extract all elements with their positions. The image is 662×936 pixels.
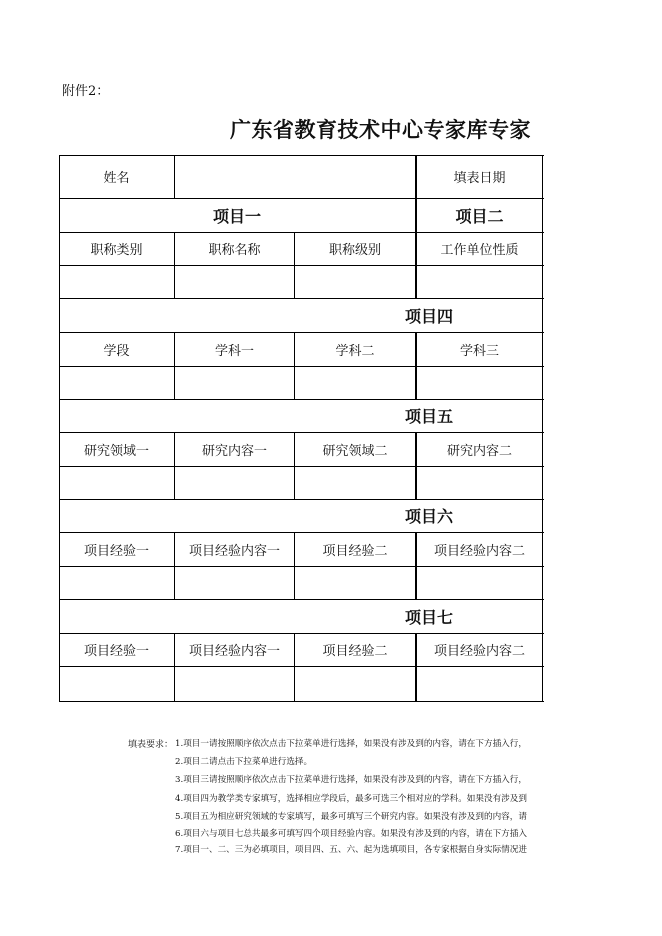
section-2-header: 项目二 <box>455 206 504 226</box>
note-7: 7.项目一、二、三为必填项目，项目四、五、六、起为选填项目，各专家根据自身实际情况进 <box>175 845 527 855</box>
exp7-content-2-label: 项目经验内容二 <box>433 644 525 659</box>
title-level-label: 职称级别 <box>328 243 381 258</box>
note-2: 2.项目二请点击下拉菜单进行选择。 <box>175 757 313 767</box>
name-label: 姓名 <box>103 171 130 186</box>
title-name-label: 职称名称 <box>208 243 261 258</box>
section-6-header: 项目六 <box>404 507 453 526</box>
research-content-2-label: 研究内容二 <box>446 443 512 459</box>
subject-1-label: 学科一 <box>214 343 254 359</box>
exp6-2-label: 项目经验二 <box>322 543 388 559</box>
research-content-1-label: 研究内容一 <box>201 443 267 459</box>
page-title: 广东省教育技术中心专家库专家 <box>230 118 531 142</box>
note-4: 4.项目四为教学类专家填写，选择相应学段后，最多可选三个相对应的学科。如果没有涉及到 <box>175 794 527 804</box>
section-1-header: 项目一 <box>212 206 261 226</box>
note-1: 1.项目一请按照顺序依次点击下拉菜单进行选择，如果没有涉及到的内容，请在下方插入行， <box>175 739 527 749</box>
research-field-2-label: 研究领域二 <box>322 443 388 459</box>
school-stage-label: 学段 <box>103 343 130 359</box>
exp6-content-1-label: 项目经验内容一 <box>188 543 280 559</box>
notes-label: 填表要求： <box>128 740 174 750</box>
research-field-1-label: 研究领域一 <box>83 443 149 459</box>
section-5-header: 项目五 <box>404 407 453 426</box>
subject-3-label: 学科三 <box>459 343 499 359</box>
title-category-label: 职称类别 <box>90 243 143 258</box>
note-5: 5.项目五为相应研究领域的专家填写，最多可填写三个研究内容。如果没有涉及到的内容，请 <box>175 812 527 822</box>
date-label: 填表日期 <box>453 171 506 186</box>
exp7-2-label: 项目经验二 <box>322 644 388 659</box>
note-3: 3.项目三请按照顺序依次点击下拉菜单进行选择，如果没有涉及到的内容，请在下方插入行， <box>175 775 527 785</box>
work-unit-type-label: 工作单位性质 <box>440 243 519 258</box>
exp6-1-label: 项目经验一 <box>83 543 149 559</box>
exp7-content-1-label: 项目经验内容一 <box>188 644 280 659</box>
attachment-label: 附件2： <box>62 84 110 99</box>
exp6-content-2-label: 项目经验内容二 <box>433 543 525 559</box>
note-6: 6.项目六与项目七总共最多可填写四个项目经验内容。如果没有涉及到的内容，请在下方插入 <box>175 829 527 839</box>
exp7-1-label: 项目经验一 <box>83 644 149 659</box>
subject-2-label: 学科二 <box>335 343 375 359</box>
section-4-header: 项目四 <box>404 306 453 326</box>
section-7-header: 项目七 <box>404 607 453 627</box>
